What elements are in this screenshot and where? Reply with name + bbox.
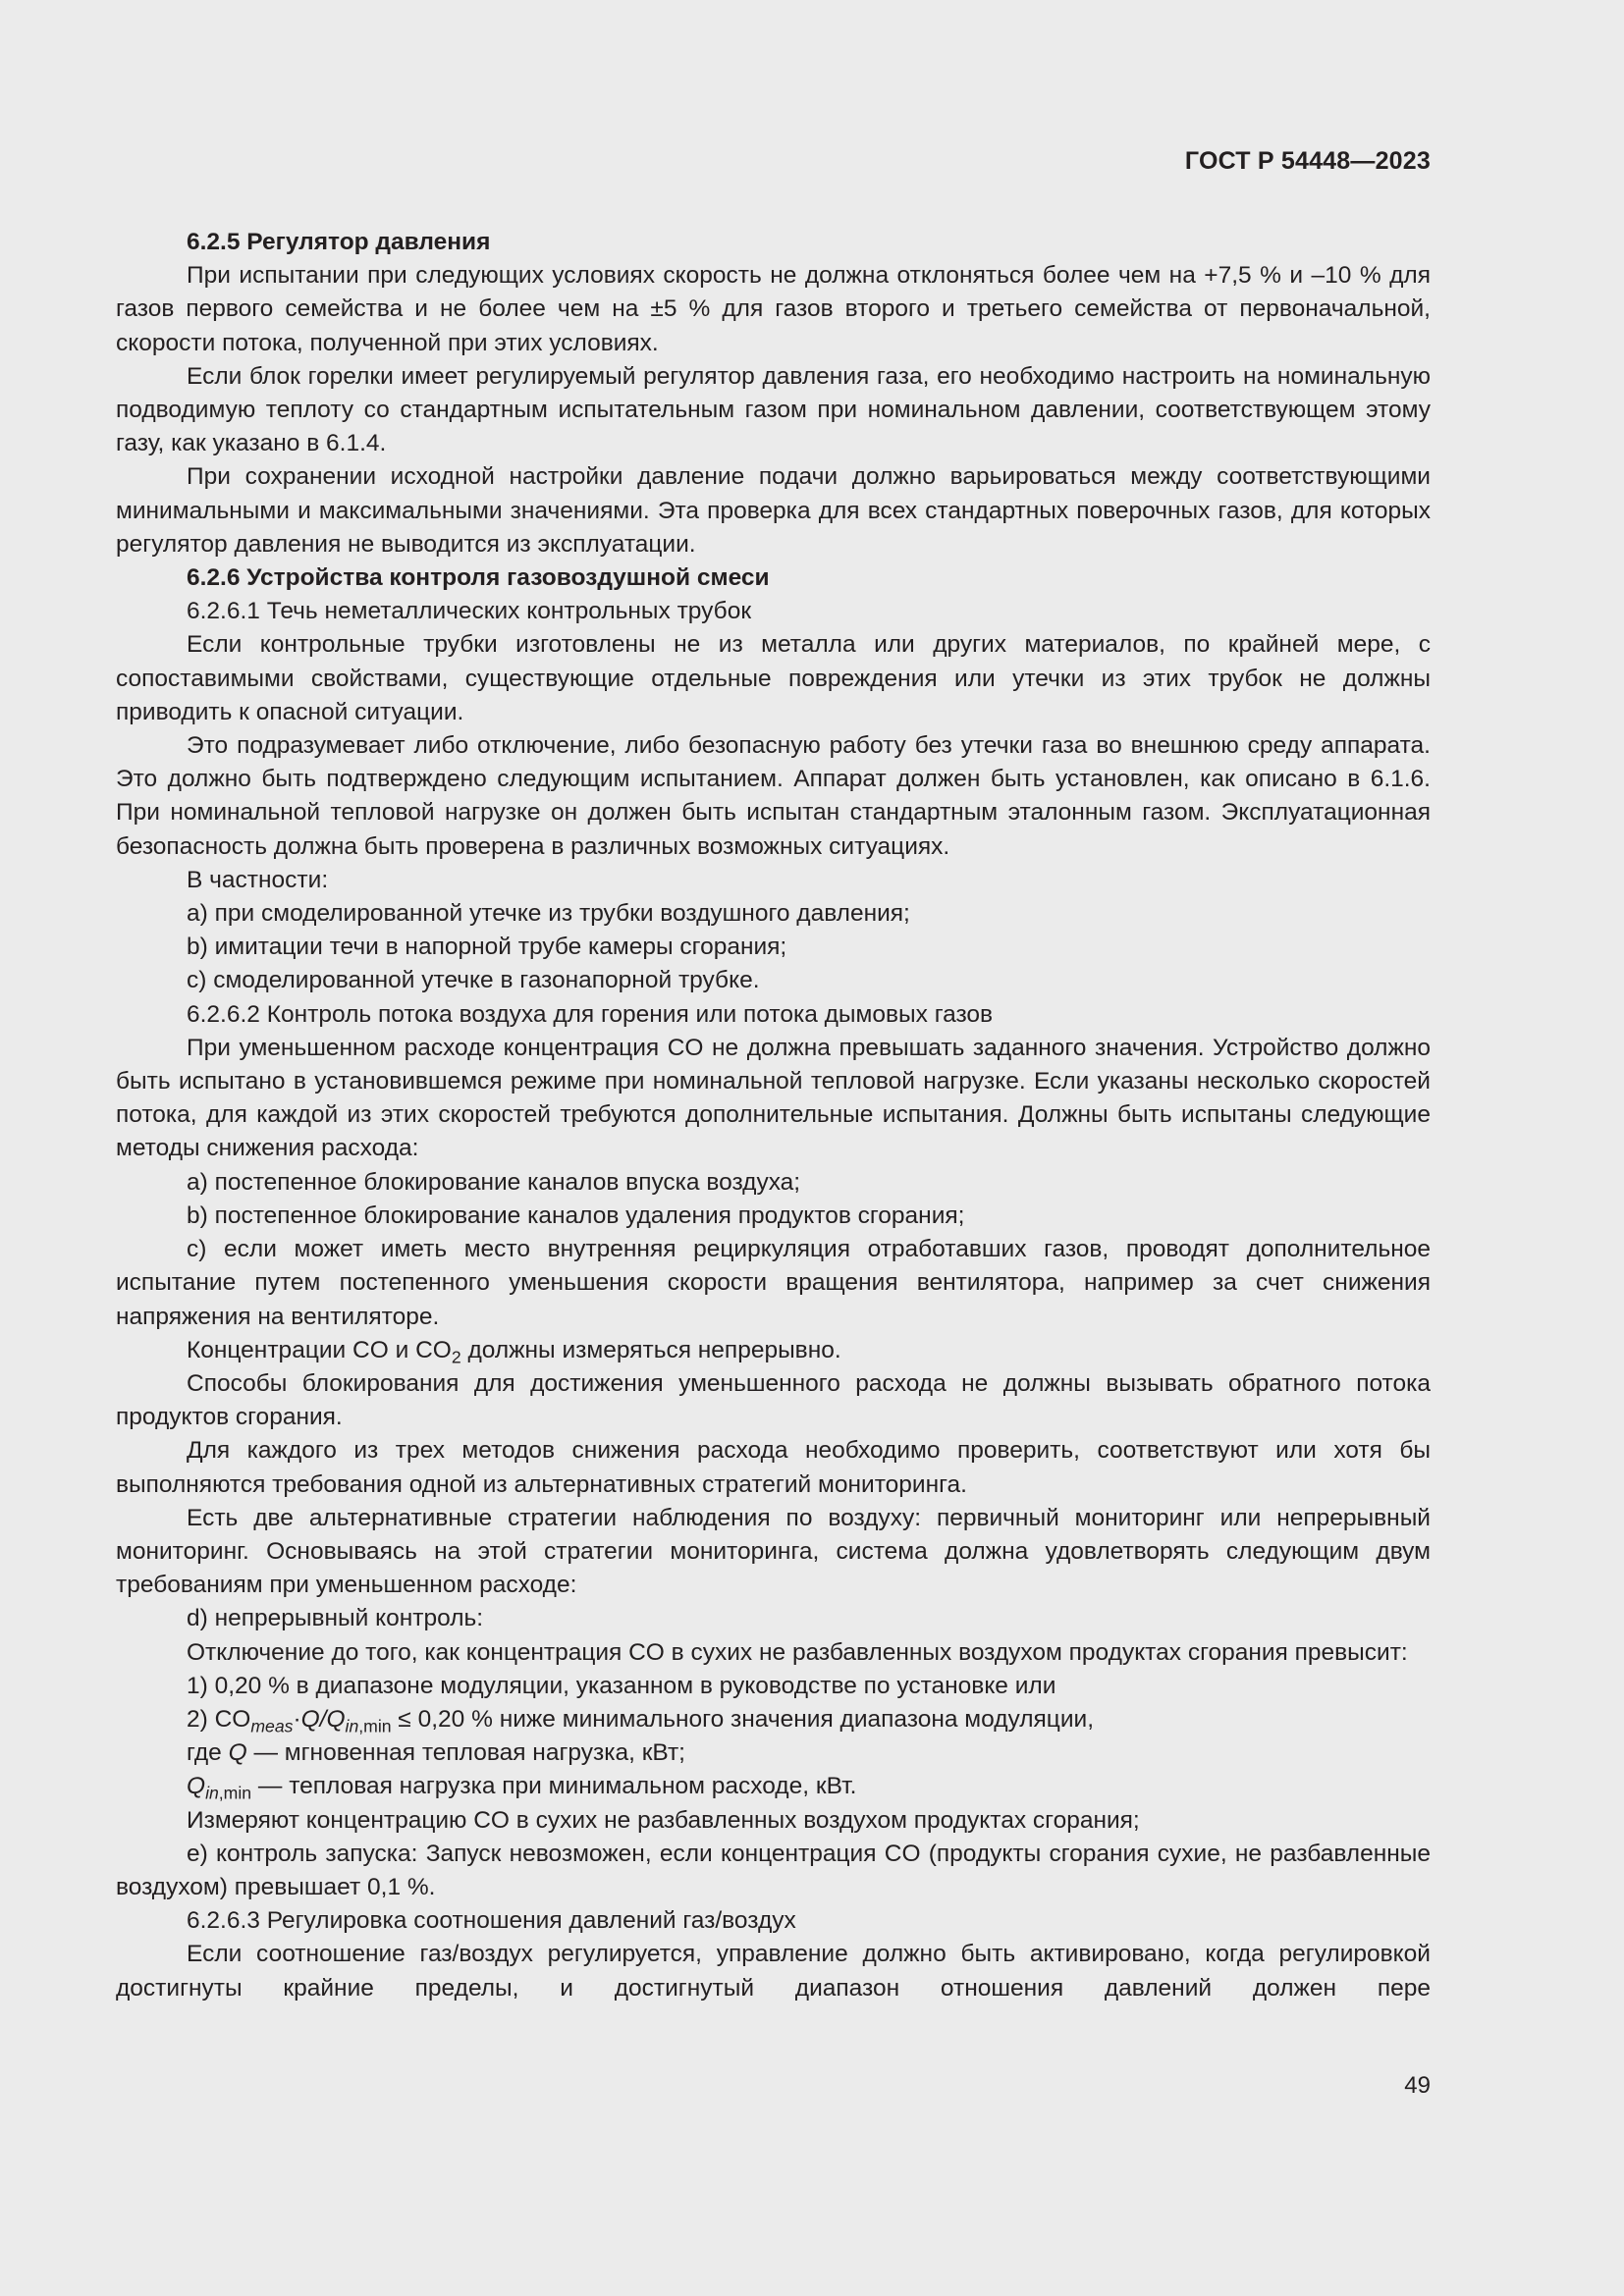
list-item: e) контроль запуска: Запуск невозможен, если концентрация CO (продукты сгорания сухие, не разбавленные воздухом) превышает 0,1 %.	[116, 1840, 1431, 1900]
formula-line: 2) $CO_{meas}\cdot Q/Q_{in,min} \le 0,20$ % ниже минимального значения диапазона модуляции,	[187, 1705, 1095, 1736]
paragraph: Если блок горелки имеет регулируемый регулятор давления газа, его необходимо настроить на номинальную подводимую теплоту со стандартным испытательным газом при номинальном давлении, соответствующем этому газу, как указано в 6.1.4.	[116, 362, 1431, 457]
subsection-heading-6-2-6-2: 6.2.6.2 Контроль потока воздуха для горения или потока дымовых газов	[187, 1000, 994, 1028]
paragraph: При сохранении исходной настройки давление подачи должно варьироваться между соответствующими минимальными и максимальными значениями. Эта проверка для всех стандартных поверочных газов, для которых регулятор давления не выводится из эксплуатации.	[116, 463, 1431, 558]
list-item: c) если может иметь место внутренняя рециркуляция отработавших газов, проводят дополнительное испытание путем постепенного уменьшения скорости вращения вентилятора, например за счет снижения напряжения на вентиляторе.	[116, 1236, 1431, 1330]
paragraph: Измеряют концентрацию CO в сухих не разбавленных воздухом продуктах сгорания;	[187, 1806, 1140, 1834]
list-item: 1) 0,20 % в диапазоне модуляции, указанном в руководстве по установке или	[187, 1672, 1056, 1699]
document-body	[116, 226, 1431, 2005]
paragraph: Есть две альтернативные стратегии наблюдения по воздуху: первичный мониторинг или непрерывный мониторинг. Основываясь на этой стратегии мониторинга, система должна удовлетворять следующим двум требованиям при уменьшенном расходе:	[116, 1504, 1431, 1599]
document-id-header: ГОСТ Р 54448—2023	[1184, 147, 1431, 175]
list-item: a) при смоделированной утечке из трубки воздушного давления;	[187, 900, 910, 928]
page-number: 49	[1404, 2072, 1431, 2099]
paragraph: При испытании при следующих условиях скорость не должна отклоняться более чем на +7,5 % и –10 % для газов первого семейства и не более чем на ±5 % для газов второго и третьего семейства от первоначальной, скорости потока, полученной при этих условиях.	[116, 262, 1431, 356]
paragraph: В частности:	[187, 866, 329, 893]
section-heading-6-2-5: 6.2.5 Регулятор давления	[187, 229, 491, 255]
definition-line: где Q — мгновенная тепловая нагрузка, кВт;	[187, 1739, 685, 1767]
paragraph: При уменьшенном расходе концентрация CO не должна превышать заданного значения. Устройство должно быть испытано в установившемся режиме при номинальной тепловой нагрузке. Если указаны несколько скоростей потока, для каждой из этих скоростей требуются дополнительные испытания. Должны быть испытаны следующие методы снижения расхода:	[116, 1034, 1431, 1162]
list-item: a) постепенное блокирование каналов впуска воздуха;	[187, 1168, 801, 1196]
list-item: b) постепенное блокирование каналов удаления продуктов сгорания;	[187, 1201, 965, 1229]
paragraph: Способы блокирования для достижения уменьшенного расхода не должны вызывать обратного потока продуктов сгорания.	[116, 1369, 1431, 1431]
paragraph: Для каждого из трех методов снижения расхода необходимо проверить, соответствуют или хотя бы выполняются требования одной из альтернативных стратегий мониторинга.	[116, 1437, 1431, 1498]
definition-line: $Q_{in,min}$ — тепловая нагрузка при минимальном расходе, кВт.	[187, 1773, 857, 1803]
paragraph: Если контрольные трубки изготовлены не из металла или других материалов, по крайней мере, с сопоставимыми свойствами, существующие отдельные повреждения или утечки из этих трубок не должны приводить к опасной ситуации.	[116, 631, 1431, 725]
paragraph: Отключение до того, как концентрация CO в сухих не разбавленных воздухом продуктах сгорания превысит:	[187, 1638, 1408, 1666]
paragraph: Если соотношение газ/воздух регулируется, управление должно быть активировано, когда регулировкой достигнуты крайние пределы, и достигнутый диапазон отношения давлений должен пере	[116, 1941, 1431, 2002]
list-item: c) смоделированной утечке в газонапорной трубке.	[187, 967, 760, 994]
list-item: d) непрерывный контроль:	[187, 1605, 484, 1632]
section-heading-6-2-6: 6.2.6 Устройства контроля газовоздушной смеси	[187, 564, 770, 592]
list-item: b) имитации течи в напорной трубе камеры сгорания;	[187, 934, 787, 961]
subsection-heading-6-2-6-3: 6.2.6.3 Регулировка соотношения давлений газ/воздух	[187, 1907, 796, 1935]
paragraph: Это подразумевает либо отключение, либо безопасную работу без утечки газа во внешнюю среду аппарата. Это должно быть подтверждено следующим испытанием. Аппарат должен быть установлен, как описано в 6.1.6. При номинальной тепловой нагрузке он должен быть испытан стандартным эталонным газом. Эксплуатационная безопасность должна быть проверена в различных возможных ситуациях.	[116, 732, 1431, 860]
subsection-heading-6-2-6-1: 6.2.6.1 Течь неметаллических контрольных трубок	[187, 598, 752, 625]
paragraph-co-co2: Концентрации CO и $CO_2$ должны измеряться непрерывно.	[187, 1336, 841, 1366]
